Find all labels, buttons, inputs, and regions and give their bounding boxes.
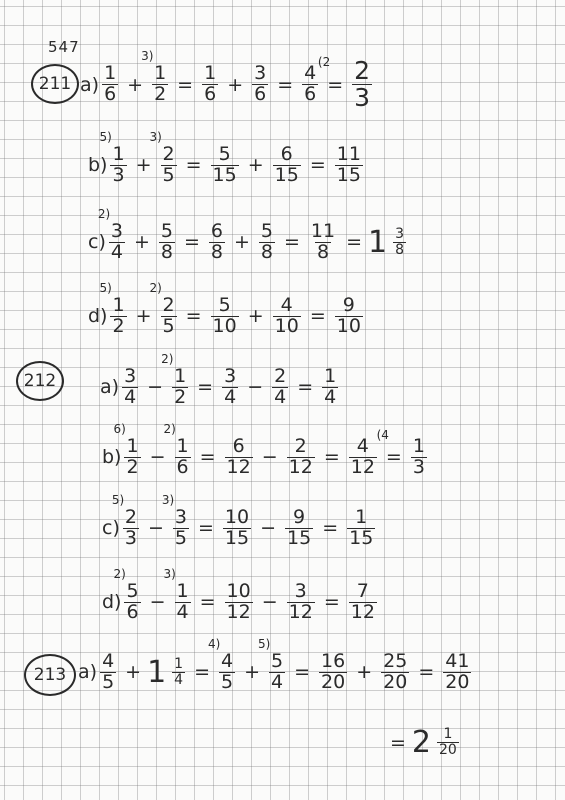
numerator: 3 (224, 365, 237, 387)
operator: = (183, 231, 200, 254)
numerator: 25 (383, 650, 408, 672)
denominator: 6 (254, 83, 267, 106)
operator: = (277, 73, 294, 96)
operator: = (346, 231, 363, 254)
numerator: 1 (176, 580, 189, 602)
operator: + (133, 231, 150, 254)
whole-part: 1 (368, 224, 388, 260)
fraction (172, 657, 185, 687)
denominator: 4 (124, 385, 137, 408)
numerator: 1 (112, 294, 125, 316)
operator: = (185, 305, 202, 328)
expression (113, 422, 429, 478)
part-label: d) (102, 591, 122, 614)
fraction (411, 437, 427, 478)
fraction (225, 582, 253, 623)
fraction (273, 296, 301, 337)
denominator: 15 (287, 526, 312, 549)
expression (99, 49, 375, 113)
numerator: 1 (176, 435, 189, 457)
numerator: 1 (126, 435, 139, 457)
expansion-factor: 3) (163, 567, 176, 581)
operator: + (247, 154, 264, 177)
fraction (122, 367, 138, 408)
equation-line (100, 352, 341, 408)
fraction (302, 55, 331, 106)
operator: = (194, 661, 211, 684)
part-label: d) (88, 305, 108, 328)
expansion-factor: 3) (149, 130, 162, 144)
fraction (223, 508, 251, 549)
problem-number-circle: 212 (16, 361, 64, 401)
expression (97, 637, 474, 693)
operator: = (309, 305, 326, 328)
denominator: 12 (226, 455, 251, 478)
numerator: 4 (356, 435, 369, 457)
numerator: 6 (210, 220, 223, 242)
expansion-factor: 2) (113, 567, 126, 581)
operator: − (147, 376, 164, 399)
fraction (287, 582, 315, 623)
fraction (163, 567, 191, 623)
numerator: 1 (174, 656, 184, 673)
fraction (159, 222, 175, 263)
expansion-factor: 2) (149, 281, 162, 295)
numerator: 5 (218, 294, 231, 316)
numerator: 1 (154, 62, 167, 85)
expression (97, 207, 409, 263)
fraction (309, 222, 337, 263)
operator: + (247, 305, 264, 328)
fraction (202, 64, 218, 105)
denominator: 20 (439, 742, 457, 758)
numerator: 5 (126, 580, 139, 602)
denominator: 4 (110, 240, 123, 263)
numerator: 2 (124, 506, 137, 528)
numerator: 4 (102, 650, 115, 672)
numerator: 5 (218, 143, 231, 165)
denominator: 3 (124, 526, 137, 549)
expansion-factor: 5) (99, 130, 112, 144)
denominator: 8 (210, 240, 223, 263)
operator: − (149, 591, 166, 614)
denominator: 2 (174, 385, 187, 408)
numerator: 6 (232, 435, 245, 457)
operator: + (233, 231, 250, 254)
numerator: 3 (395, 226, 405, 243)
denominator: 2 (112, 314, 125, 337)
fraction (349, 582, 377, 623)
denominator: 6 (304, 83, 317, 106)
numerator: 5 (260, 220, 273, 242)
reduction-factor: (2 (317, 55, 331, 70)
part-label: c) (102, 517, 120, 540)
numerator: 3 (110, 220, 123, 242)
denominator: 15 (224, 526, 250, 549)
expression (111, 493, 378, 549)
operator: − (261, 591, 278, 614)
numerator: 3 (124, 365, 137, 387)
numerator: 7 (356, 580, 369, 602)
fraction (99, 130, 126, 186)
fraction (102, 64, 118, 105)
operator: = (323, 446, 340, 469)
denominator: 2 (126, 455, 139, 478)
operator: + (135, 154, 152, 177)
denominator: 4 (174, 671, 184, 688)
numerator: 1 (104, 62, 117, 85)
part-label: c) (88, 231, 106, 254)
equation-line (88, 281, 366, 337)
numerator: 4 (304, 62, 317, 85)
denominator: 2 (154, 83, 167, 106)
denominator: 6 (104, 83, 117, 106)
operator: = (385, 446, 402, 469)
expansion-factor: 2) (161, 352, 174, 366)
numerator: 10 (226, 580, 251, 602)
expansion-factor: 5) (258, 637, 271, 651)
numerator: 6 (280, 143, 293, 165)
page-number: 547 (48, 38, 80, 56)
fraction (113, 422, 140, 478)
numerator: 2 (274, 365, 287, 387)
fraction (258, 637, 285, 693)
equation-line (384, 725, 462, 760)
fraction (161, 493, 189, 549)
fraction (208, 637, 235, 693)
operator: = (327, 73, 344, 96)
equation-line (102, 567, 380, 623)
operator: = (309, 154, 326, 177)
numerator: 11 (336, 143, 361, 165)
fraction (111, 493, 139, 549)
fraction (335, 145, 363, 186)
denominator: 4 (224, 385, 237, 408)
numerator: 3 (294, 580, 307, 602)
expansion-factor: 3) (141, 49, 154, 64)
numerator: 1 (324, 365, 337, 387)
fraction (443, 652, 471, 693)
numerator: 3 (174, 506, 187, 528)
mixed-number (368, 225, 409, 260)
fraction (259, 222, 275, 263)
fraction (252, 64, 268, 105)
denominator: 3 (412, 455, 425, 478)
numerator: 1 (412, 435, 425, 457)
operator: = (418, 661, 435, 684)
fraction (352, 58, 372, 112)
denominator: 8 (160, 240, 173, 263)
denominator: 12 (288, 455, 313, 478)
denominator: 8 (395, 241, 405, 258)
operator: = (284, 231, 300, 254)
operator: − (261, 446, 278, 469)
operator: = (322, 517, 339, 540)
numerator: 11 (310, 220, 336, 242)
operator: + (356, 661, 373, 684)
numerator: 5 (271, 650, 284, 672)
fraction (322, 367, 338, 408)
operator: = (294, 661, 311, 684)
expansion-factor: 4) (208, 637, 221, 651)
part-label: b) (88, 154, 108, 177)
denominator: 5 (221, 670, 234, 693)
denominator: 20 (321, 670, 346, 693)
denominator: 15 (274, 163, 299, 186)
numerator: 2 (162, 143, 175, 165)
denominator: 4 (324, 385, 337, 408)
whole-part: 2 (411, 725, 432, 760)
numerator: 3 (254, 62, 267, 85)
equation-line (80, 49, 375, 113)
fraction (161, 352, 188, 408)
operator: − (260, 517, 276, 540)
denominator: 4 (176, 600, 189, 623)
operator: − (147, 517, 164, 540)
denominator: 12 (288, 600, 313, 623)
expansion-factor: 6) (113, 422, 126, 436)
part-label: a) (78, 661, 98, 684)
operator: + (227, 73, 244, 96)
denominator: 5 (102, 670, 115, 693)
fraction (163, 422, 191, 478)
fraction (273, 145, 301, 186)
numerator: 1 (204, 62, 217, 85)
numerator: 1 (112, 143, 125, 165)
fraction (97, 207, 125, 263)
fraction (149, 281, 177, 337)
fraction (335, 296, 363, 337)
operator: = (197, 517, 214, 540)
denominator: 8 (260, 240, 273, 263)
numerator: 2 (354, 56, 371, 85)
problem-number-circle: 213 (24, 654, 76, 696)
expression (99, 130, 365, 186)
equation-line (88, 130, 366, 186)
numerator: 1 (174, 365, 187, 387)
fraction (347, 508, 375, 549)
part-label: a) (80, 73, 100, 96)
numerator: 9 (293, 506, 306, 528)
fraction (225, 437, 253, 478)
denominator: 12 (350, 600, 375, 623)
denominator: 5 (174, 526, 187, 549)
numerator: 41 (445, 650, 470, 672)
fraction (211, 296, 239, 337)
fraction (393, 227, 406, 257)
numerator: 2 (294, 435, 307, 457)
denominator: 15 (349, 526, 374, 549)
fraction (319, 652, 347, 693)
problem-number-circle: 211 (31, 64, 79, 104)
operator: = (297, 376, 314, 399)
fraction (113, 567, 140, 623)
operator: + (244, 661, 261, 684)
part-label: b) (102, 446, 122, 469)
expression (99, 281, 365, 337)
expansion-factor: 5) (99, 281, 112, 295)
fraction (287, 437, 315, 478)
fraction (211, 145, 239, 186)
denominator: 10 (274, 314, 299, 337)
mixed-number (412, 725, 462, 760)
operator: + (135, 305, 152, 328)
denominator: 3 (354, 83, 371, 113)
denominator: 4 (274, 385, 287, 408)
numerator: 5 (160, 220, 173, 242)
expression (384, 725, 462, 760)
equation-line (102, 422, 430, 478)
operator: = (199, 446, 216, 469)
operator: + (127, 73, 144, 96)
numerator: 1 (355, 506, 368, 528)
denominator: 8 (316, 240, 330, 263)
fraction (209, 222, 225, 263)
fraction (222, 367, 238, 408)
denominator: 4 (271, 670, 284, 693)
part-label: a) (100, 376, 120, 399)
numerator: 16 (321, 650, 346, 672)
numerator: 9 (342, 294, 355, 316)
numerator: 4 (280, 294, 293, 316)
operator: = (177, 73, 194, 96)
fraction (141, 49, 168, 106)
denominator: 12 (350, 455, 375, 478)
numerator: 10 (224, 506, 250, 528)
operator: = (323, 591, 340, 614)
denominator: 5 (162, 163, 175, 186)
denominator: 20 (383, 670, 408, 693)
denominator: 15 (212, 163, 237, 186)
denominator: 20 (445, 670, 470, 693)
denominator: 10 (336, 314, 361, 337)
operator: = (390, 731, 406, 754)
expression (113, 567, 379, 623)
operator: − (247, 376, 264, 399)
expansion-factor: 3) (161, 493, 175, 507)
fraction (100, 652, 116, 693)
expansion-factor: 5) (111, 493, 125, 507)
denominator: 5 (162, 314, 175, 337)
fraction (149, 130, 177, 186)
operator: + (125, 661, 142, 684)
equation-line (88, 207, 409, 263)
denominator: 10 (212, 314, 237, 337)
fraction (99, 281, 126, 337)
operator: = (185, 154, 202, 177)
whole-part: 1 (147, 654, 167, 690)
equation-line (102, 493, 378, 549)
fraction (381, 652, 409, 693)
reduction-factor: (4 (376, 428, 389, 442)
equation-line (78, 637, 474, 693)
mixed-number (147, 655, 188, 690)
numerator: 4 (221, 650, 234, 672)
operator: = (197, 376, 214, 399)
denominator: 6 (176, 455, 189, 478)
denominator: 15 (336, 163, 361, 186)
expression (119, 352, 341, 408)
denominator: 3 (112, 163, 125, 186)
fraction (285, 508, 313, 549)
denominator: 6 (204, 83, 217, 106)
operator: − (149, 446, 166, 469)
expansion-factor: 2) (163, 422, 176, 436)
denominator: 6 (126, 600, 139, 623)
expansion-factor: 2) (97, 207, 111, 221)
fraction (437, 727, 459, 757)
denominator: 12 (226, 600, 251, 623)
fraction (349, 428, 389, 478)
numerator: 2 (162, 294, 175, 316)
operator: = (199, 591, 216, 614)
numerator: 1 (443, 726, 453, 743)
fraction (272, 367, 288, 408)
